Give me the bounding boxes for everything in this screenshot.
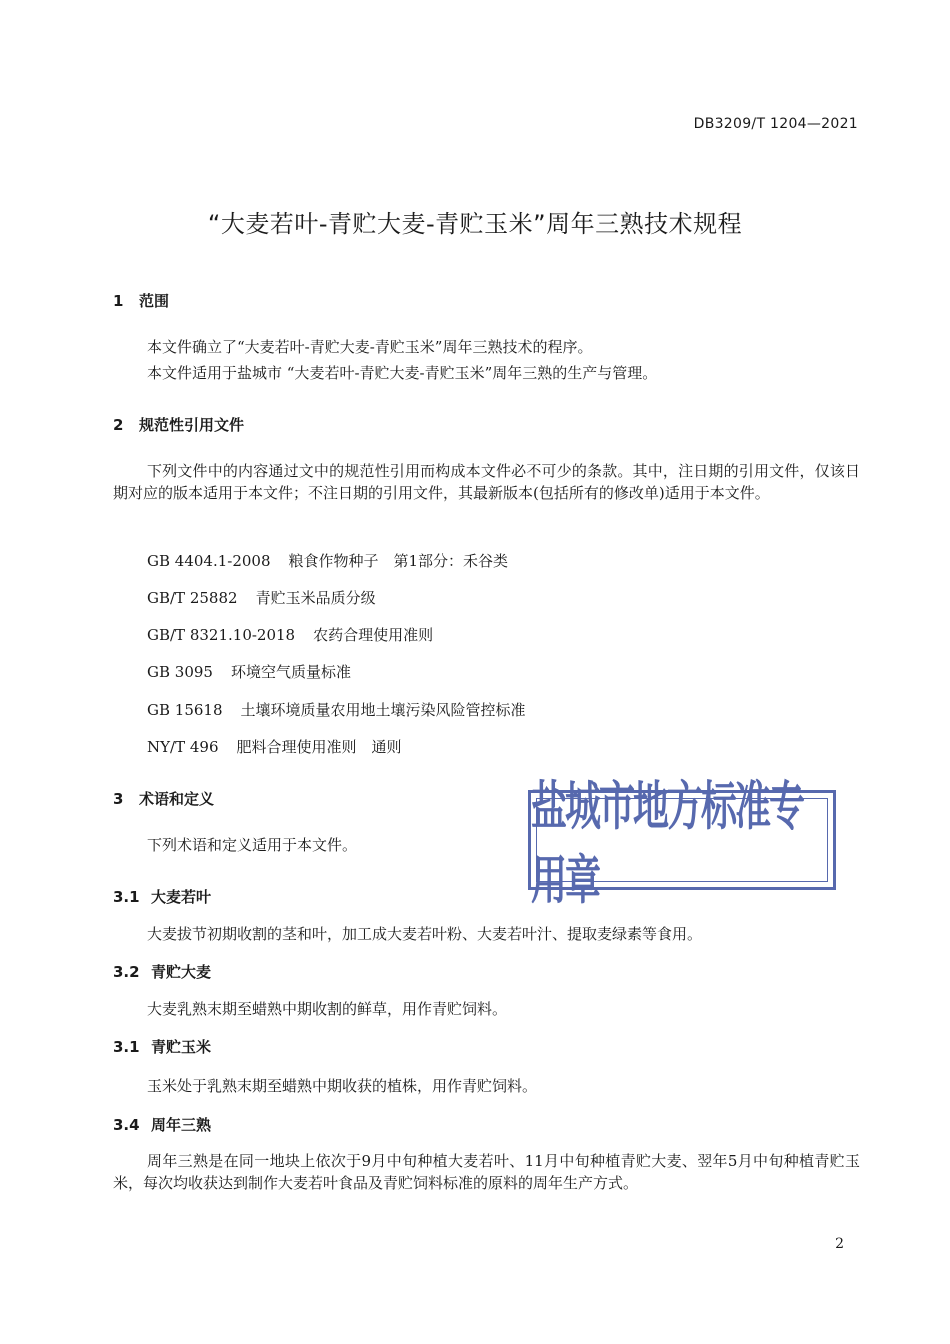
reference-name: 肥料合理使用准则 通则 — [236, 738, 402, 756]
reference-name: 青贮玉米品质分级 — [255, 589, 376, 607]
term-title: 周年三熟 — [151, 1116, 212, 1134]
term-definition: 大麦乳熟末期至蜡熟中期收割的鲜草，用作青贮饲料。 — [147, 1000, 508, 1018]
term-heading — [113, 1114, 211, 1135]
section-title: 术语和定义 — [139, 790, 215, 808]
official-seal-stamp — [528, 777, 836, 912]
term-number: 3.4 — [113, 1116, 140, 1134]
normative-references-intro: 下列文件中的内容通过文中的规范性引用而构成本文件必不可少的条款。其中，注日期的引用文件，仅该日期对应的版本适用于本文件；不注日期的引用文件，其最新版本(包括所有的修改单)适用于本文件。 — [113, 462, 860, 502]
reference-item — [147, 550, 508, 571]
terms-intro: 下列术语和定义适用于本文件。 — [147, 836, 358, 854]
section-number: 1 — [113, 292, 124, 310]
reference-name: 粮食作物种子 第1部分：禾谷类 — [288, 552, 509, 570]
term-definition: 玉米处于乳熟末期至蜡熟中期收获的植株，用作青贮饲料。 — [147, 1077, 538, 1095]
reference-code: GB 4404.1-2008 — [147, 552, 271, 570]
term-definition: 周年三熟是在同一地块上依次于9月中旬种植大麦若叶、11月中旬种植青贮大麦、翌年5月中旬种植青贮玉米，每次均收获达到制作大麦若叶食品及青贮饲料标准的原料的周年生产方式。 — [113, 1152, 860, 1192]
section-number: 2 — [113, 416, 124, 434]
reference-item — [147, 736, 402, 757]
reference-item — [147, 624, 433, 645]
section-3-heading — [113, 788, 214, 809]
stamp-text: 盐城市地方标准专用章 — [531, 777, 804, 912]
scope-line-2: 本文件适用于盐城市 “大麦若叶-青贮大麦-青贮玉米”周年三熟的生产与管理。 — [147, 364, 658, 382]
term-title: 大麦若叶 — [151, 888, 212, 906]
page-number: 2 — [835, 1236, 844, 1252]
reference-name: 环境空气质量标准 — [230, 663, 351, 681]
term-heading — [113, 961, 211, 982]
section-1-heading — [113, 290, 169, 311]
reference-item — [147, 587, 376, 608]
reference-code: GB 15618 — [147, 701, 223, 719]
term-heading — [113, 886, 211, 907]
document-title: “大麦若叶-青贮大麦-青贮玉米”周年三熟技术规程 — [207, 210, 743, 238]
term-title: 青贮玉米 — [151, 1038, 212, 1056]
section-title: 范围 — [139, 292, 170, 310]
section-number: 3 — [113, 790, 124, 808]
section-2-heading — [113, 414, 244, 435]
reference-item — [147, 661, 351, 682]
reference-code: GB/T 25882 — [147, 589, 238, 607]
section-title: 规范性引用文件 — [139, 416, 245, 434]
reference-item — [147, 699, 526, 720]
reference-name: 农药合理使用准则 — [313, 626, 434, 644]
term-number: 3.1 — [113, 1038, 140, 1056]
reference-name: 土壤环境质量农用地土壤污染风险管控标准 — [240, 701, 526, 719]
reference-code: GB/T 8321.10-2018 — [147, 626, 296, 644]
reference-code: NY/T 496 — [147, 738, 219, 756]
term-definition: 大麦拔节初期收割的茎和叶，加工成大麦若叶粉、大麦若叶汁、提取麦绿素等食用。 — [147, 925, 703, 943]
term-heading — [113, 1036, 211, 1057]
reference-code: GB 3095 — [147, 663, 213, 681]
term-number: 3.2 — [113, 963, 140, 981]
scope-line-1: 本文件确立了“大麦若叶-青贮大麦-青贮玉米”周年三熟技术的程序。 — [147, 338, 593, 356]
standard-code: DB3209/T 1204—2021 — [693, 116, 858, 132]
term-number: 3.1 — [113, 888, 140, 906]
term-title: 青贮大麦 — [151, 963, 212, 981]
